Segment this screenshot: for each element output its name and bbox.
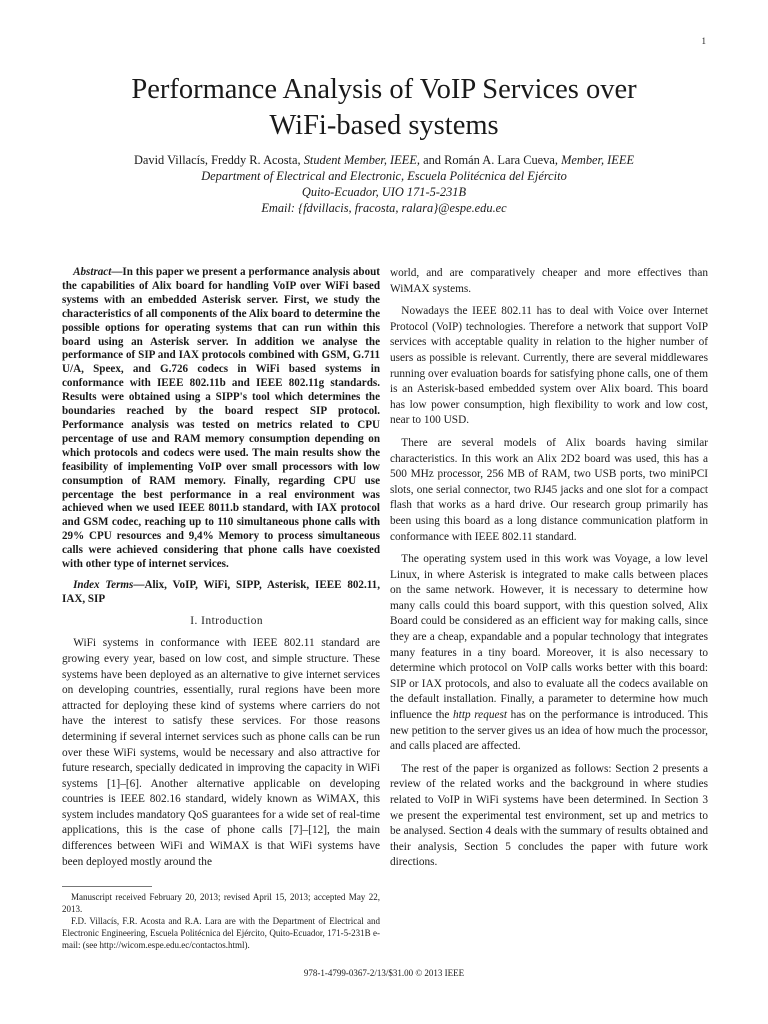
footnote-rule: [62, 886, 152, 887]
author-names-pre: David Villacís, Freddy R. Acosta,: [133, 153, 304, 167]
author-names-and: and Román A. Lara Cueva,: [420, 153, 562, 167]
author-names: [40, 152, 728, 168]
title-line: Performance Analysis of VoIP Services over: [131, 74, 637, 105]
author-email: Email: {fdvillacis, fracosta, ralara}@espe.edu.ec: [261, 201, 507, 215]
body-paragraph: Nowadays the IEEE 802.11 has to deal with Voice over Internet Protocol (VoIP) technologies. Therefore a network that support VoIP services with acceptable quality in relation to the higher number of users as possible is relevant. Currently, there are several middlewares running over evaluation boards for satisfying phone calls, one of them is an Asterisk-based embedded system over Alix board. This board has low power consumption, high flexibility to work and low cost, near to 100 USD.: [390, 305, 708, 427]
paper-title: [40, 72, 728, 144]
body-text: The operating system used in this work was Voyage, a low level Linux, in where Asterisk is integrated to make calls between places on the same network. However, it is necessary to determine how many calls could this board support, with this question solved, Alix Board could be considered as an efficient way for making calls, since they are a cheap, expandable and a popular technology that integrates many features in a tiny board. Moreover, it is also necessary to determine which protocol on VoIP calls works better with this board: SIP or IAX protocols, and also to evaluate all the codecs available on the default installation. Finally, a parameter to determine how much influence the: [390, 553, 708, 722]
author-role: Member, IEEE: [561, 153, 635, 167]
copyright-notice: 978-1-4799-0367-2/13/$31.00 © 2013 IEEE: [303, 968, 465, 978]
index-terms-lead: Index Terms: [73, 578, 134, 591]
section-heading-introduction: I. Introduction: [190, 614, 264, 627]
body-paragraph: The rest of the paper is organized as follows: Section 2 presents a review of the related works and the background in where studies related to VoIP in WiFi systems have been determined. In Section 3 we present the experimental test environment, set up and metrics to be analysed. Section 4 deals with the summary of results obtained and their analysis, Section 5 concludes the paper with future work directions.: [390, 762, 708, 869]
left-column: [62, 266, 380, 877]
abstract: [62, 266, 380, 572]
abstract-text: —In this paper we present a performance analysis about the capabilities of Alix board for handling VoIP over WiFi based systems with an embedded Asterisk server. First, we study the characteristics of all components of the Alix board to determine the possible options for operating systems that can run within this board using an Asterisk server. In addition we analyse the performance of SIP and IAX protocols combined with GSM, G.711 U/A, Speex, and G.726 codecs in WiFi based systems in conformance with IEEE 802.11b and IEEE 802.11g standards. Results were obtained using a SIPP's tool which determines the boundaries reached by the board respect SIP protocol. Performance analysis was tested on metrics related to CPU percentage of use and RAM memory consumption depending on which protocols and codecs were used. The main results show the feasibility of implementing VoIP over small processors with low consumption of RAM memory. Finally, regarding CPU use percentage the best performance in a real environment was achieved when we used IEEE 8011.b standard, with IAX protocol and GSM codec, reaching up to 110 simultaneous phone calls with 29% CPU resources and 9,4% Memory to process simultaneous calls were achieved considering that phone calls have coexisted with other type of internet services.: [62, 266, 380, 571]
index-terms-text: —Alix, VoIP, WiFi, SIPP, Asterisk, IEEE 802.11, IAX, SIP: [62, 578, 380, 605]
intro-paragraph: WiFi systems in conformance with IEEE 802.11 standard are growing every year, based on low cost, and simple structure. These systems have been deployed as an alternative to give internet services on developing countries, essentially, rural regions have been more attracted for deploying these kind of systems where carriers do not have the interest to satisfy these services. For those reasons determining if several internet services such as phone calls can be run over these WiFi systems, would be necessary and also attractive for future research, specially dedicated in improving the capacity in WiFi systems [1]–[6]. Another alternative applicable on developing countries is IEEE 802.16 standard, widely known as WiMAX, this system includes mandatory QoS guarantees for a wide set of real-time applications, this is the case of phone calls [7]–[12], the main differences between WiFi and WiMAX is that WiFi systems have been deployed mostly around the: [62, 637, 380, 868]
author-department: Department of Electrical and Electronic, Escuela Politécnica del Ejército: [201, 169, 567, 183]
title-line: WiFi-based systems: [269, 110, 499, 141]
footnote-affiliation: F.D. Villacís, F.R. Acosta and R.A. Lara are with the Department of Electrical and Electronic Engineering, Escuela Politécnica del Ejército, Quito-Ecuador, 171-5-231B e-mail: (see http://wicom.espe.edu.ec/contactos.html).: [62, 916, 380, 950]
body-paragraph: There are several models of Alix boards having similar characteristics. In this work an Alix 2D2 board was used, this has a 500 MHz processor, 256 MB of RAM, two USB ports, two miniPCI slots, one serial connector, two RJ45 jacks and one slot for a compact flash that works as a hard drive. Our research group primarily has been using this board as a long distance communication platform in conformance with IEEE 802.11 standard.: [390, 436, 708, 543]
author-location: Quito-Ecuador, UIO 171-5-231B: [301, 185, 467, 199]
body-text: has on the performance is introduced. This new petition to the server gives us an idea of how much the processor, and calls placed are affected.: [390, 709, 708, 753]
index-terms: [62, 579, 380, 607]
author-block: [40, 152, 728, 216]
body-paragraph: world, and are comparatively cheaper and more effectives than WiMAX systems.: [390, 267, 708, 295]
abstract-lead: Abstract: [73, 266, 112, 278]
footnote-manuscript: Manuscript received February 20, 2013; revised April 15, 2013; accepted May 22, 2013.: [62, 892, 380, 914]
right-column: [390, 266, 708, 878]
footnotes: [62, 886, 380, 951]
author-role: Student Member, IEEE,: [303, 153, 420, 167]
body-text-italic: http request: [453, 709, 508, 722]
page-number: 1: [701, 36, 706, 46]
body-paragraph: [390, 552, 708, 755]
